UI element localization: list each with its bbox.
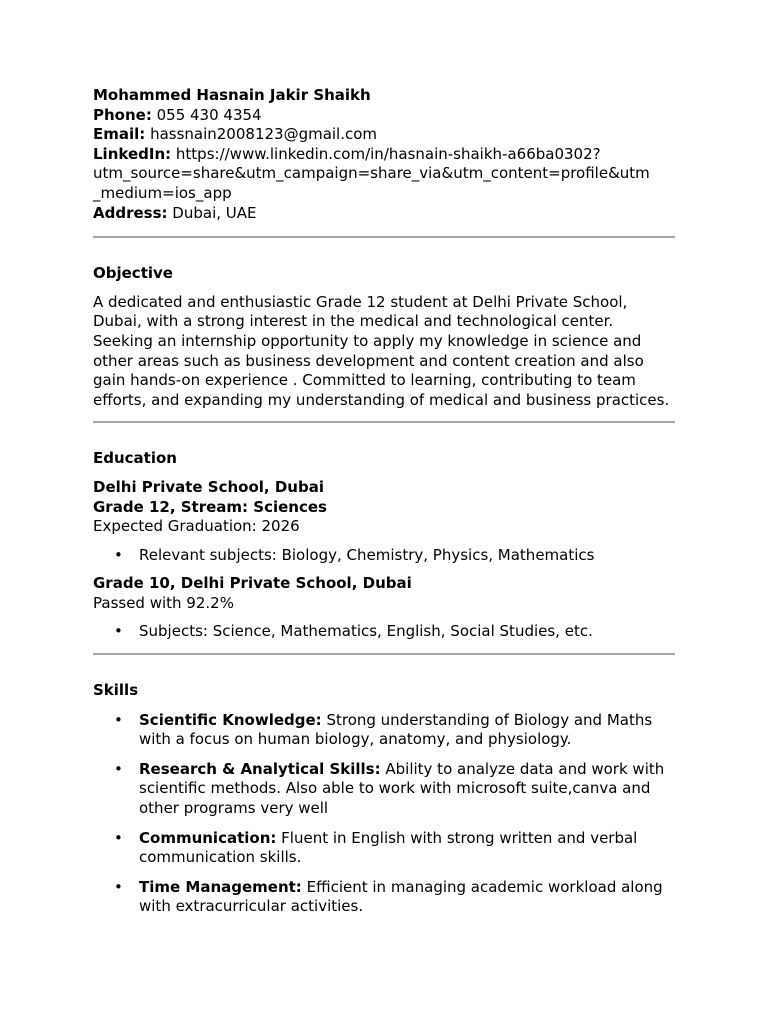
objective-text: A dedicated and enthusiastic Grade 12 student at Delhi Private School, Dubai, with a strong interest in the medical and technological center. Seeking an internship opportunity to apply my knowledge in science and other areas such as business development and content creation and also gain hands-on experience . Committed to learning, contributing to team efforts, and expanding my understanding of medical and business practices. — [93, 292, 670, 409]
skill-name: Communication: — [139, 828, 277, 847]
skill-item — [93, 829, 675, 868]
linkedin-label: LinkedIn: — [93, 144, 172, 163]
divider — [93, 236, 675, 238]
skill-description: Ability to analyze data and work with scientific methods. Also able to work with microsoft suite,canva and other programs very well — [139, 759, 665, 818]
linkedin-url-part-2: utm_source=share&utm_campaign=share_via&utm_content=profile&utm — [93, 164, 650, 183]
linkedin-url-part-3: _medium=ios_app — [93, 183, 232, 202]
skill-description: Fluent in English with strong written and verbal communication skills. — [139, 828, 638, 867]
email-line — [93, 125, 675, 145]
phone-value: 055 430 4354 — [156, 105, 262, 124]
skill-description: Efficient in managing academic workload along with extracurricular activities. — [139, 877, 663, 916]
skill-description: Strong understanding of Biology and Maths with a focus on human biology, anatomy, and physiology. — [139, 710, 653, 749]
resume-page — [93, 86, 675, 917]
skill-item — [93, 760, 675, 819]
school-name: Delhi Private School, Dubai — [93, 477, 324, 496]
grade-12-subjects-list — [93, 546, 675, 566]
grade-10-subjects-list — [93, 622, 675, 642]
linkedin-url-part-1: https://www.linkedin.com/in/hasnain-shaikh-a66ba0302? — [175, 144, 601, 163]
expected-graduation: Expected Graduation: 2026 — [93, 517, 300, 536]
contact-block — [93, 86, 675, 223]
skill-name: Research & Analytical Skills: — [139, 759, 381, 778]
list-item: • Relevant subjects: Biology, Chemistry, Physics, Mathematics — [93, 546, 675, 566]
email-value: hassnain2008123@gmail.com — [150, 125, 378, 144]
skill-name: Time Management: — [139, 877, 302, 896]
grade-10-result: Passed with 92.2% — [93, 593, 234, 612]
grade-10-title: Grade 10, Delhi Private School, Dubai — [93, 574, 412, 593]
address-line — [93, 204, 675, 224]
divider — [93, 653, 675, 655]
linkedin-line — [93, 145, 675, 165]
list-item: • Subjects: Science, Mathematics, English, Social Studies, etc. — [93, 622, 675, 642]
address-label: Address: — [93, 203, 168, 222]
objective-heading: Objective — [93, 264, 173, 283]
phone-line — [93, 106, 675, 126]
skill-name: Scientific Knowledge: — [139, 710, 322, 729]
education-heading: Education — [93, 449, 177, 468]
skills-heading: Skills — [93, 681, 139, 700]
divider — [93, 421, 675, 423]
candidate-name: Mohammed Hasnain Jakir Shaikh — [93, 86, 371, 104]
skill-item — [93, 711, 675, 750]
skill-item — [93, 878, 675, 917]
phone-label: Phone: — [93, 105, 152, 124]
email-label: Email: — [93, 125, 146, 144]
address-value: Dubai, UAE — [172, 203, 257, 222]
grade-12-stream: Grade 12, Stream: Sciences — [93, 497, 327, 516]
skills-list — [93, 711, 675, 917]
